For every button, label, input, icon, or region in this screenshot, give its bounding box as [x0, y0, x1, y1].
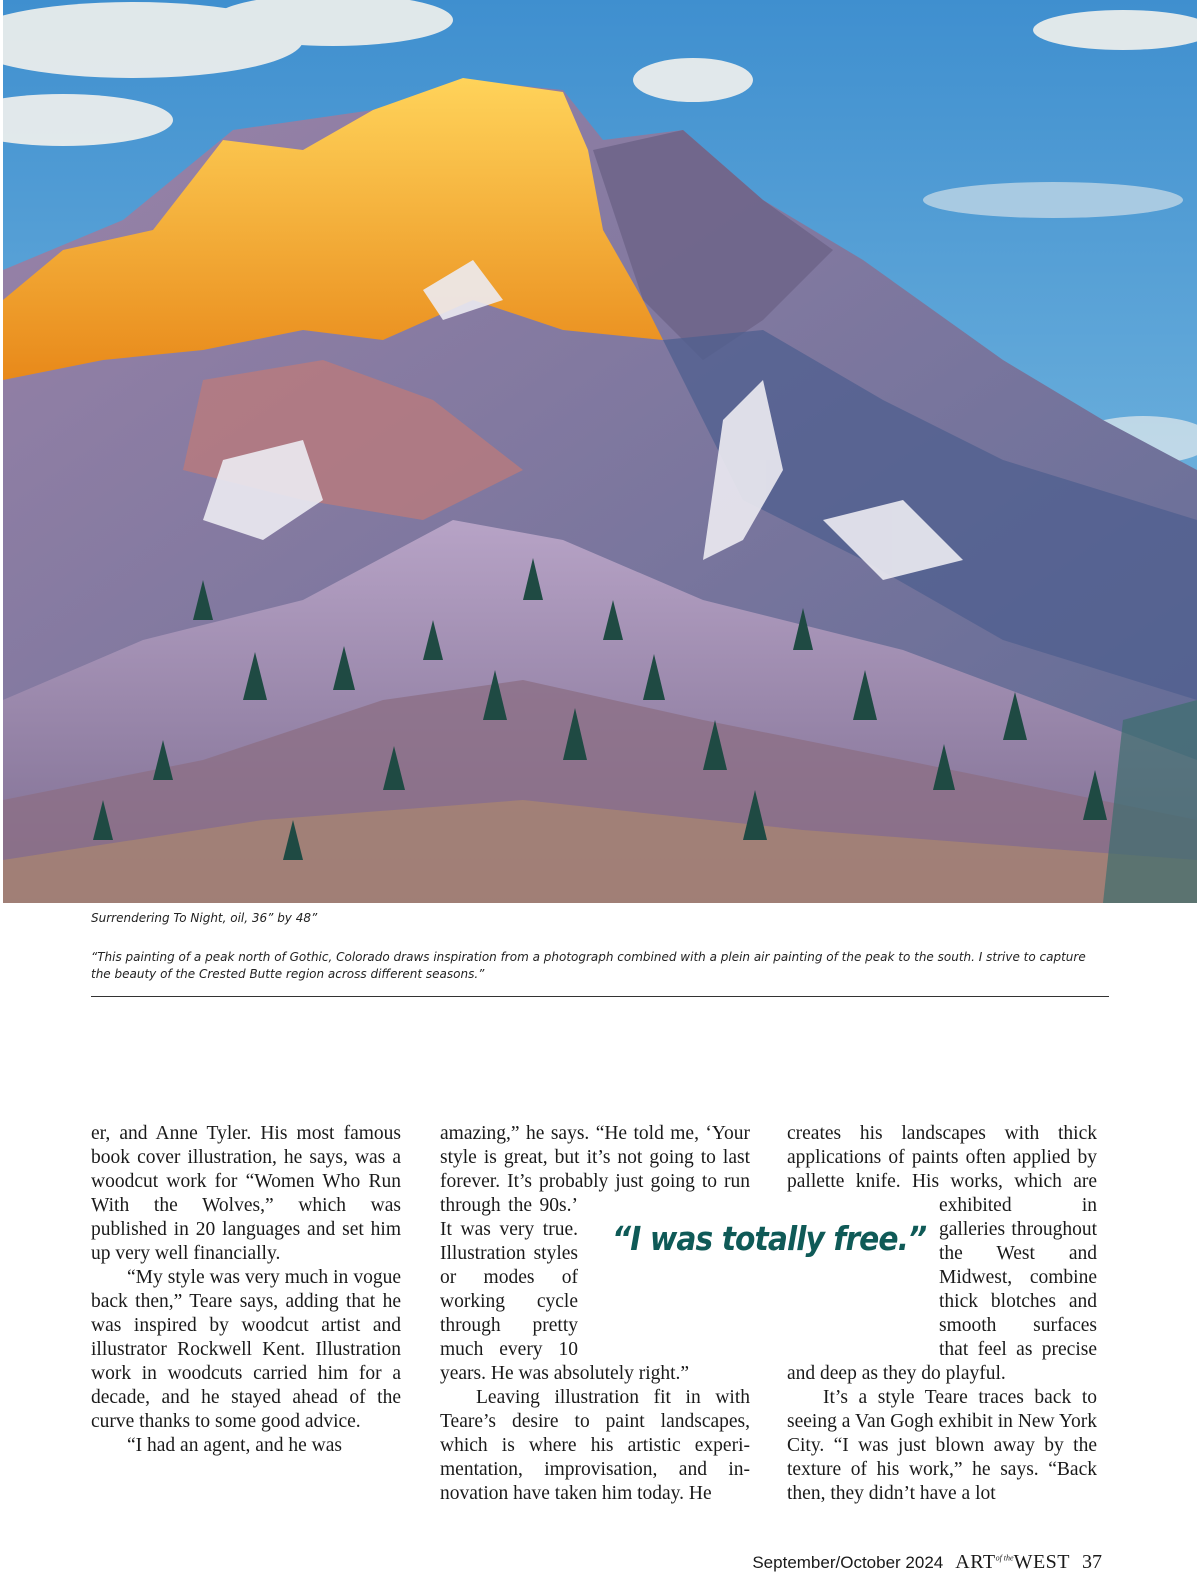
article-paragraph: Leaving illustration fit in with Teare’s desire to paint landscapes, which is where his artistic experimentation, improvisation, and innovation have taken him today. He	[440, 1387, 750, 1504]
article-paragraph: It’s a style Teare traces back to seeing a Van Gogh exhibit in New York City. “I was just blown away by the texture of his work,” he says. “Back then, they didn’t have a lot	[787, 1387, 1097, 1504]
article-column-2	[440, 1122, 750, 1506]
pull-quote: “I was totally free.”	[612, 1219, 927, 1258]
article-paragraph: “I had an agent, and he was	[127, 1435, 342, 1456]
article-column-1	[91, 1122, 401, 1458]
article-paragraph: amazing,” he says. “He told me, ‘Your style is great, but it’s not going to last forever. It’s probably just going to run through the 90s.’ It was very true. Illustration styles or modes of working cycle through pretty much every 10 years. He was absolutely right.”	[440, 1123, 750, 1384]
image-caption-title: Surrendering To Night, oil, 36” by 48”	[91, 911, 318, 925]
logo-word-art: ART	[955, 1551, 996, 1573]
page-footer	[752, 1551, 1102, 1577]
magazine-logo	[955, 1551, 1070, 1574]
issue-date: September/October 2024	[752, 1553, 944, 1572]
image-caption-quote: “This painting of a peak north of Gothic, Colorado draws inspiration from a photograph combined with a plein air painting of the peak to the south. I strive to capture the beauty of the Crested Butte region across different seasons.”	[91, 950, 1086, 981]
article-paragraph: er, and Anne Tyler. His most famous book cover illustration, he says, was a woodcut work for “Women Who Run With the Wolves,” which was published in 20 languages and set him up very well financially.	[91, 1123, 401, 1264]
article-paragraph: creates his landscapes with thick applications of paints often applied by pallette knife. His works, which are exhibited in galleries throughout the West and Midwest, combine thick blotches and smooth surfaces that feel as precise and deep as they do playful.	[787, 1123, 1097, 1384]
page-number: 37	[1082, 1551, 1102, 1573]
logo-word-of-the: of the	[995, 1553, 1014, 1563]
caption-divider	[91, 996, 1109, 997]
article-paragraph: “My style was very much in vogue back then,” Teare says, adding that he was inspired by woodcut artist and illustrator Rockwell Kent. Illustration work in woodcuts carried him for a decade, and he stayed ahead of the curve thanks to some good advice.	[91, 1267, 401, 1432]
logo-word-west: WEST	[1013, 1551, 1070, 1573]
painting-image	[3, 0, 1197, 903]
article-column-3	[787, 1122, 1097, 1506]
